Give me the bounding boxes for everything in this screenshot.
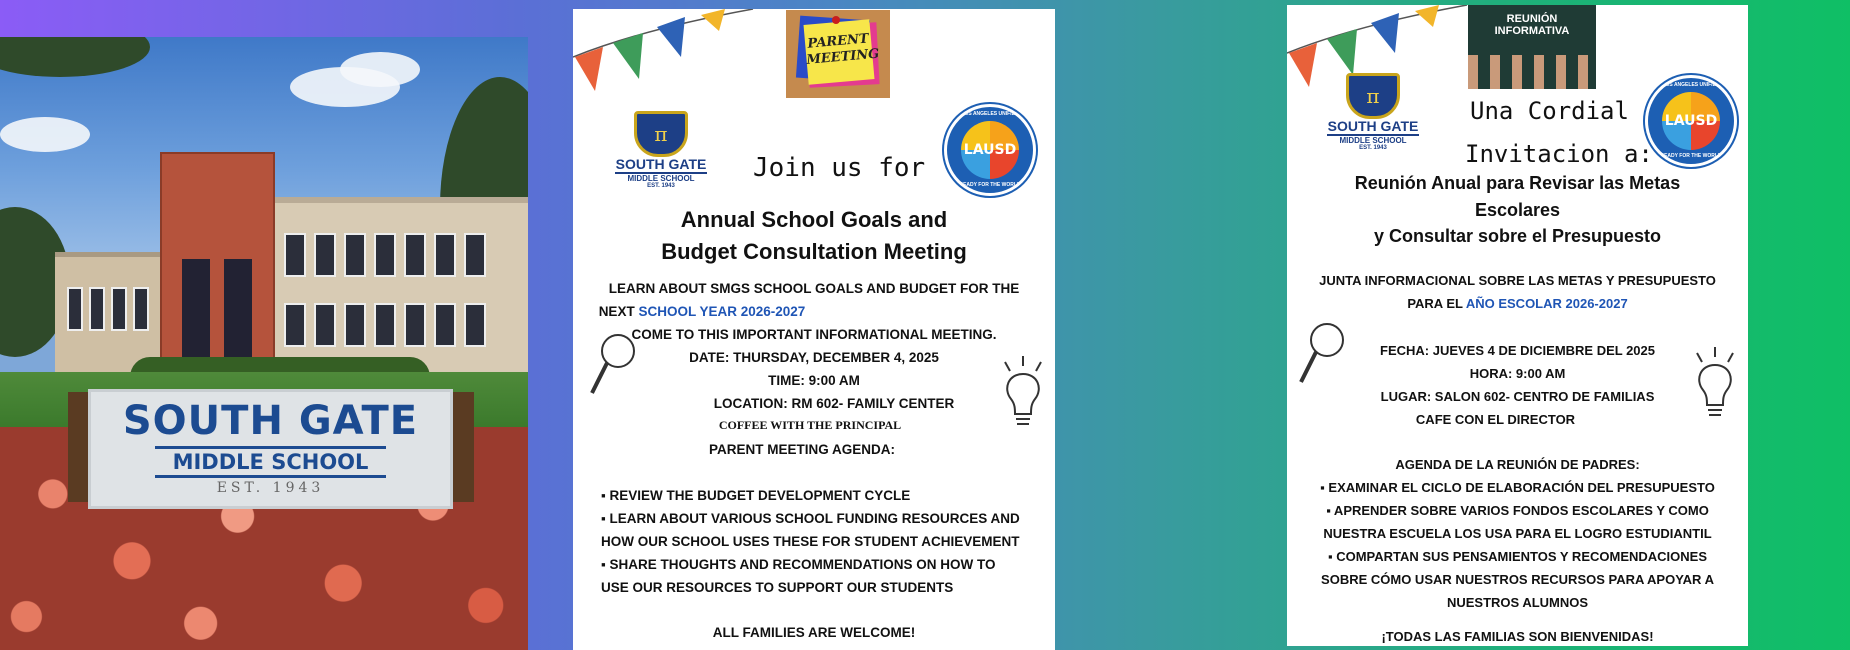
- agenda-item: ▪ SHARE THOUGHTS AND RECOMMENDATIONS ON HOW TO: [601, 557, 996, 572]
- sign-est: EST. 1943: [216, 480, 325, 496]
- school-crest: [615, 111, 707, 189]
- agenda-item: HOW OUR SCHOOL USES THESE FOR STUDENT ACHIEVEMENT: [601, 534, 1020, 549]
- school-year-line: [573, 300, 943, 323]
- bunting-decoration: [573, 9, 763, 99]
- english-title-2: Budget Consultation Meeting: [661, 239, 967, 264]
- date-line: DATE: THURSDAY, DECEMBER 4, 2025: [689, 350, 939, 365]
- lausd-bottom-text: READY FOR THE WORLD: [959, 182, 1021, 188]
- agenda-item: ▪ APRENDER SOBRE VARIOS FONDOS ESCOLARES Y COMO: [1326, 503, 1709, 518]
- crest-name: SOUTH GATE: [615, 156, 707, 172]
- location-line: LOCATION: RM 602- FAMILY CENTER: [713, 396, 955, 411]
- lausd-bottom-text: READY FOR THE WORLD: [1660, 153, 1722, 159]
- fecha-line: FECHA: JUEVES 4 DE DICIEMBRE DEL 2025: [1380, 343, 1655, 358]
- spanish-title-3: y Consultar sobre el Presupuesto: [1373, 226, 1662, 246]
- school-sign: [88, 389, 453, 509]
- cafe-line: CAFE CON EL DIRECTOR: [1415, 412, 1576, 427]
- lausd-letters: LAUSD: [1664, 113, 1718, 129]
- magnifier-icon: [1297, 320, 1347, 390]
- lausd-top-text: LOS ANGELES UNIFIED: [961, 111, 1019, 117]
- sign-title: SOUTH GATE: [122, 398, 419, 444]
- sign-post: [452, 392, 474, 502]
- parent-meeting-text: PARENT MEETING: [804, 19, 875, 85]
- cloud: [0, 117, 90, 152]
- hora-line: HORA: 9:00 AM: [1469, 366, 1566, 381]
- board-line-1: REUNIÓN: [1506, 13, 1558, 25]
- welcome-line: ALL FAMILIES ARE WELCOME!: [712, 625, 916, 640]
- para-label: PARA EL: [1407, 296, 1463, 311]
- school-year-link: SCHOOL YEAR 2026-2027: [638, 304, 806, 319]
- spanish-title-2: Escolares: [1474, 200, 1561, 220]
- school-year-line: [1287, 292, 1748, 315]
- lausd-logo: [1645, 75, 1737, 167]
- agenda-item: NUESTROS ALUMNOS: [1446, 595, 1589, 610]
- english-flyer: [573, 9, 1055, 650]
- raised-hands: [1468, 55, 1596, 89]
- spanish-title-1: Reunión Anual para Revisar las Metas: [1354, 173, 1681, 193]
- sign-subtitle: MIDDLE SCHOOL: [155, 446, 387, 478]
- invite-line-2: Invitacion a:: [1465, 140, 1653, 168]
- time-line: TIME: 9:00 AM: [768, 373, 860, 388]
- agenda-item: ▪ EXAMINAR EL CICLO DE ELABORACIÓN DEL PRESUPUESTO: [1320, 480, 1715, 495]
- parent-meeting-note: [786, 10, 890, 98]
- informative-meeting-board: [1468, 5, 1596, 89]
- agenda-title: PARENT MEETING AGENDA:: [708, 442, 895, 457]
- crest-est: EST. 1943: [1359, 145, 1387, 151]
- lightbulb-icon: [1685, 345, 1745, 425]
- welcome-line: ¡TODAS LAS FAMILIAS SON BIENVENIDAS!: [1381, 629, 1654, 644]
- agenda-item: NUESTRA ESCUELA LOS USA PARA EL LOGRO ESTUDIANTIL: [1323, 526, 1712, 541]
- school-crest: [1327, 73, 1419, 151]
- come-line: COME TO THIS IMPORTANT INFORMATIONAL MEETING.: [631, 327, 997, 342]
- lausd-top-text: LOS ANGELES UNIFIED: [1662, 82, 1720, 88]
- cloud: [340, 52, 420, 87]
- agenda-item: SOBRE CÓMO USAR NUESTROS RECURSOS PARA APOYAR A: [1321, 572, 1714, 587]
- learn-line: LEARN ABOUT SMGS SCHOOL GOALS AND BUDGET FOR THE: [608, 281, 1020, 296]
- spanish-flyer: [1287, 5, 1748, 646]
- agenda-item: ▪ REVIEW THE BUDGET DEVELOPMENT CYCLE: [601, 488, 911, 503]
- agenda-item: USE OUR RESOURCES TO SUPPORT OUR STUDENTS: [601, 580, 954, 595]
- brick-tower: [160, 152, 275, 382]
- crest-shield-icon: π: [1346, 73, 1400, 119]
- pin-icon: [832, 16, 840, 24]
- coffee-line: COFFEE WITH THE PRINCIPAL: [718, 418, 902, 432]
- crest-subtitle: MIDDLE SCHOOL: [627, 174, 695, 183]
- lightbulb-icon: [993, 354, 1053, 434]
- lugar-line: LUGAR: SALON 602- CENTRO DE FAMILIAS: [1380, 389, 1655, 404]
- magnifier-icon: [588, 331, 638, 401]
- crest-est: EST. 1943: [647, 183, 675, 189]
- agenda-item: ▪ LEARN ABOUT VARIOUS SCHOOL FUNDING RESOURCES AND: [601, 511, 1020, 526]
- invite-line-1: Una Cordial: [1470, 97, 1629, 125]
- lausd-letters: LAUSD: [963, 142, 1017, 158]
- lausd-logo: [944, 104, 1036, 196]
- crest-shield-icon: π: [634, 111, 688, 157]
- crest-name: SOUTH GATE: [1327, 118, 1419, 134]
- english-title-1: Annual School Goals and: [680, 207, 948, 232]
- agenda-title: AGENDA DE LA REUNIÓN DE PADRES:: [1395, 457, 1640, 472]
- school-photo: [0, 37, 528, 650]
- join-us-text: Join us for: [753, 153, 926, 183]
- board-line-2: INFORMATIVA: [1494, 25, 1570, 37]
- school-year-link: AÑO ESCOLAR 2026-2027: [1465, 296, 1628, 311]
- junta-line: JUNTA INFORMACIONAL SOBRE LAS METAS Y PRESUPUESTO: [1319, 273, 1716, 288]
- sign-post: [68, 392, 90, 502]
- next-label: NEXT: [598, 304, 635, 319]
- crest-subtitle: MIDDLE SCHOOL: [1339, 136, 1407, 145]
- agenda-item: ▪ COMPARTAN SUS PENSAMIENTOS Y RECOMENDACIONES: [1327, 549, 1707, 564]
